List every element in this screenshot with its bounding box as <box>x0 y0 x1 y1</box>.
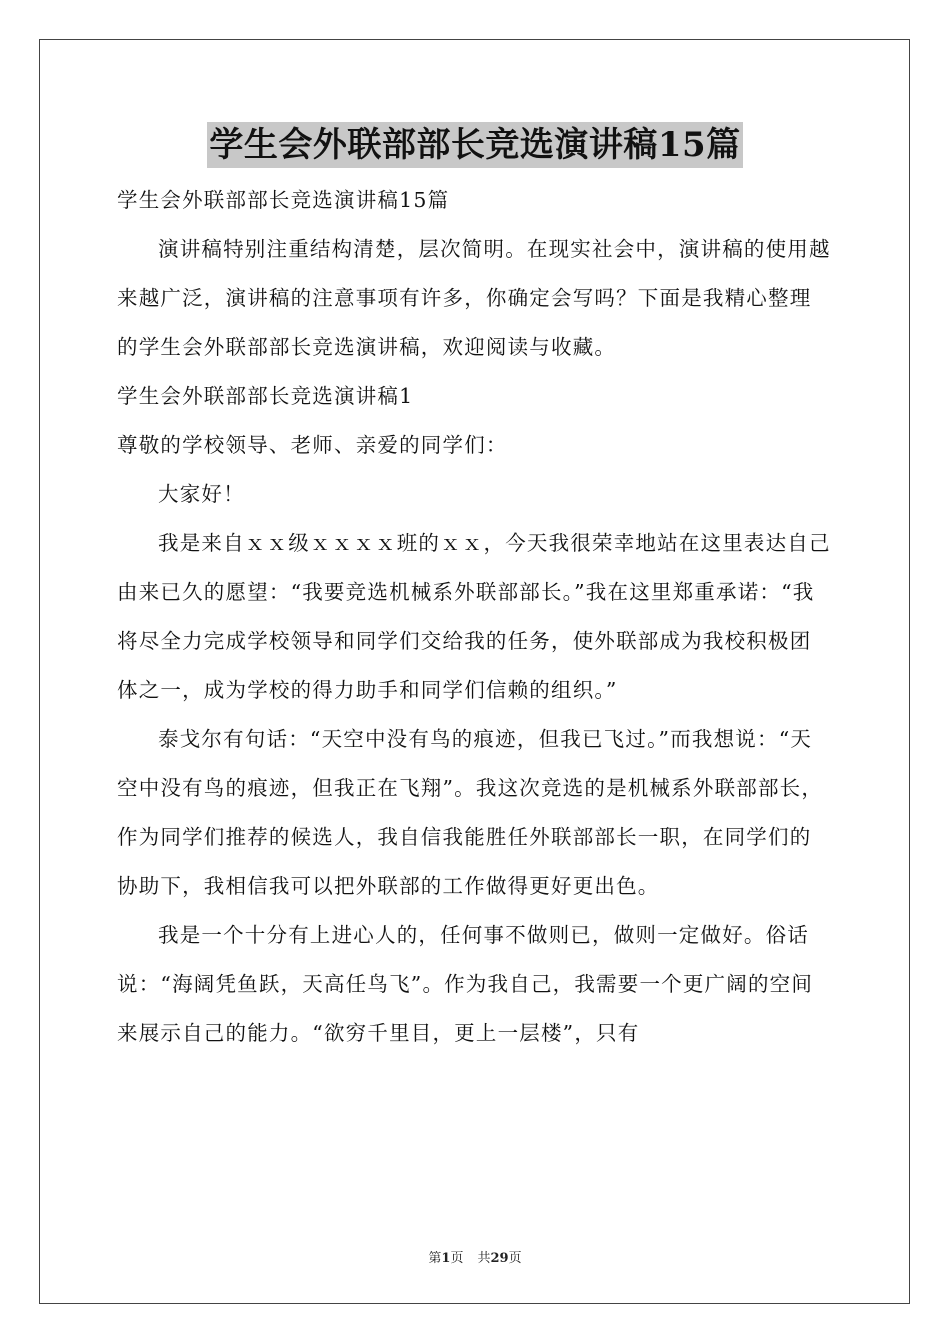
body-paragraph: 泰戈尔有句话：“天空中没有鸟的痕迹，但我已飞过。”而我想说：“天空中没有鸟的痕迹，但我正在飞翔”。我这次竞选的是机械系外联部部长，作为同学们推荐的候选人，我自信我能胜任外联部部长一职，在同学们的协助下，我相信我可以把外联部的工作做得更好更出色。 <box>117 727 824 898</box>
total-prefix: 共 <box>477 1251 491 1266</box>
total-page-number: 29 <box>490 1251 509 1266</box>
salutation: 尊敬的学校领导、老师、亲爱的同学们： <box>117 433 508 457</box>
total-suffix: 页 <box>508 1251 522 1266</box>
subtitle-line: 学生会外联部部长竞选演讲稿15篇 <box>117 188 450 212</box>
greeting: 大家好！ <box>158 482 245 506</box>
current-page-number: 1 <box>441 1251 451 1266</box>
document-title: 学生会外联部部长竞选演讲稿15篇 <box>207 122 742 168</box>
page-suffix: 页 <box>450 1251 464 1266</box>
document-body <box>117 176 833 1058</box>
intro-paragraph: 演讲稿特别注重结构清楚，层次简明。在现实社会中，演讲稿的使用越来越广泛，演讲稿的注意事项有许多，你确定会写吗？下面是我精心整理的学生会外联部部长竞选演讲稿，欢迎阅读与收藏。 <box>117 237 831 359</box>
section-heading: 学生会外联部部长竞选演讲稿1 <box>117 384 414 408</box>
title-container <box>0 122 950 168</box>
body-paragraph: 我是一个十分有上进心人的，任何事不做则已，做则一定做好。俗话说：“海阔凭鱼跃，天高任鸟飞”。作为我自己，我需要一个更广阔的空间来展示自己的能力。“欲穷千里目，更上一层楼”，只有 <box>117 923 814 1045</box>
page-footer <box>0 1247 950 1266</box>
body-paragraph: 我是来自ｘｘ级ｘｘｘｘ班的ｘｘ，今天我很荣幸地站在这里表达自己由来已久的愿望：“我要竞选机械系外联部部长。”我在这里郑重承诺：“我将尽全力完成学校领导和同学们交给我的任务，使外联部成为我校积极团体之一，成为学校的得力助手和同学们信赖的组织。” <box>117 531 831 702</box>
page-prefix: 第 <box>428 1251 442 1266</box>
